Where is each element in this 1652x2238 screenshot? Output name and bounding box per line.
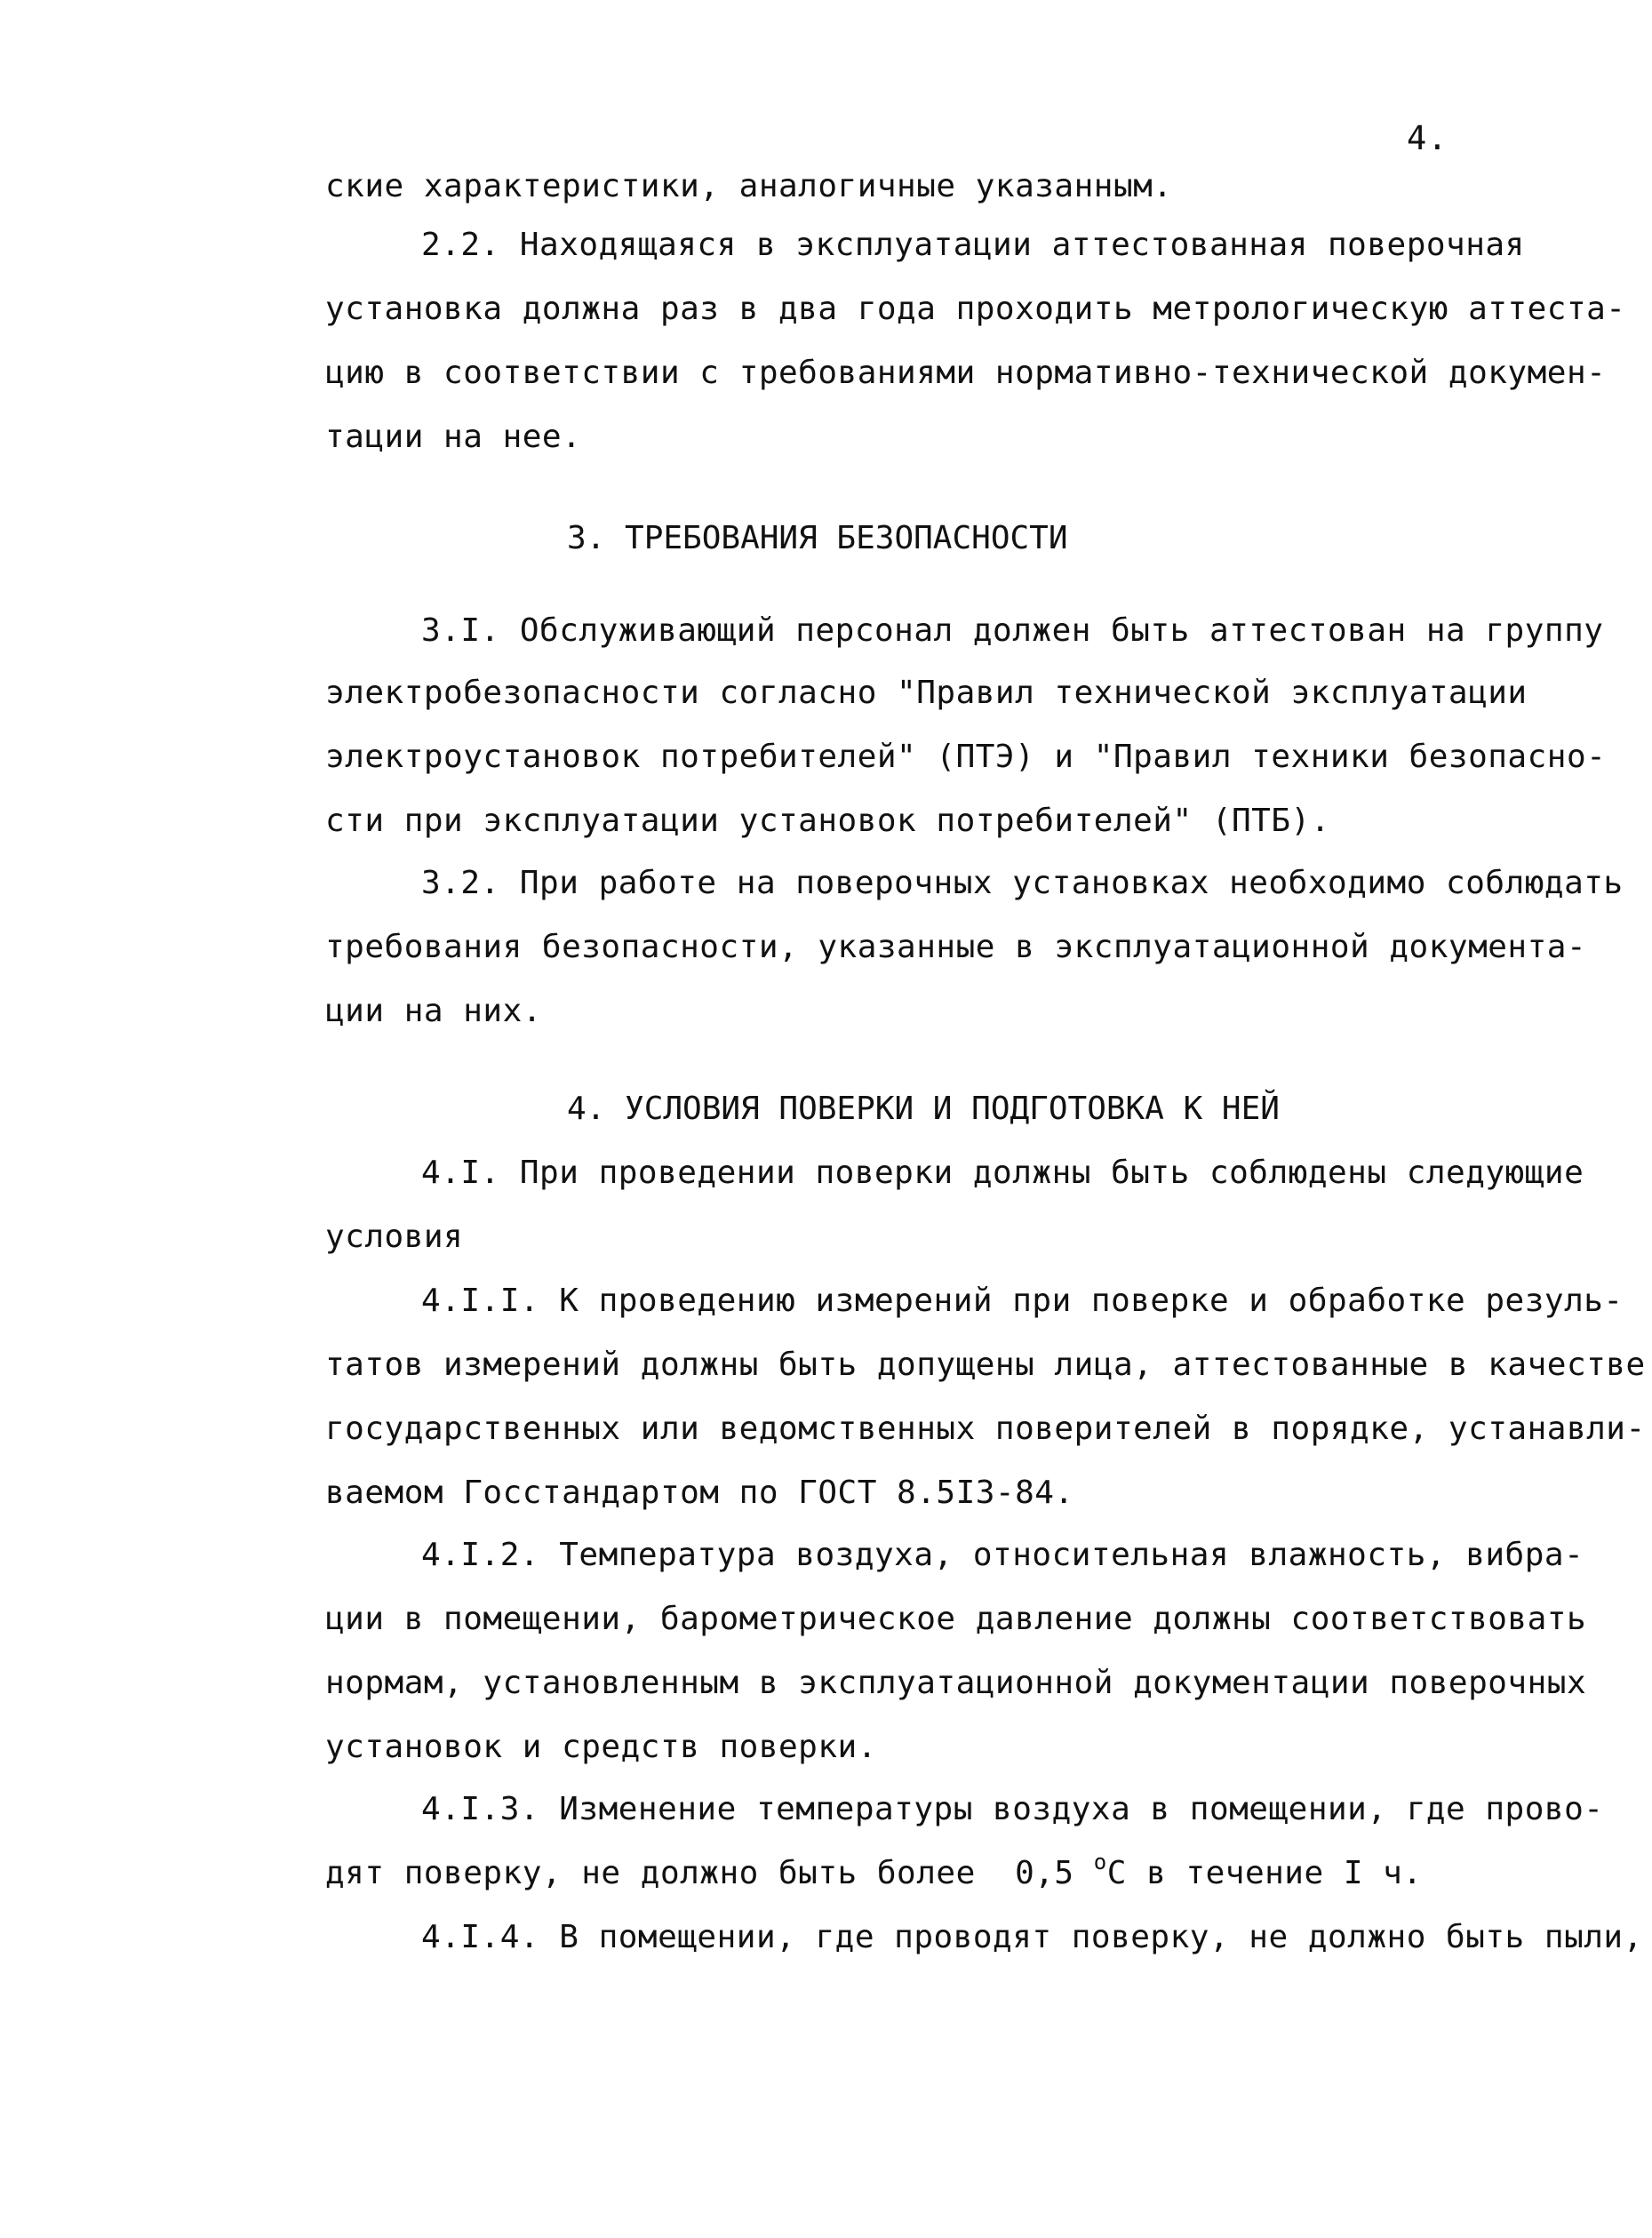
paragraph-4-1-2: 4.I.2. Температура воздуха, относительная влажность, вибра-: [421, 1537, 1584, 1573]
text-line: электроустановок потребителей" (ПТЭ) и "Правил техники безопасно-: [325, 739, 1607, 775]
paragraph-4-1-1: 4.I.I. К проведению измерений при поверке и обработке резуль-: [421, 1283, 1624, 1319]
page-number: 4.: [1407, 119, 1448, 157]
paragraph-3-2: 3.2. При работе на поверочных установках необходимо соблюдать: [421, 865, 1624, 901]
text-line: государственных или ведомственных поверителей в порядке, устанавли-: [325, 1411, 1646, 1447]
text-line: установка должна раз в два года проходить метрологическую аттеста-: [325, 291, 1626, 327]
paragraph-2-2: 2.2. Находящаяся в эксплуатации аттестованная поверочная: [421, 227, 1525, 263]
section-heading-3: 3. ТРЕБОВАНИЯ БЕЗОПАСНОСТИ: [567, 520, 1068, 556]
paragraph-3-1: 3.I. Обслуживающий персонал должен быть аттестован на группу: [421, 612, 1604, 649]
text-line: ции на них.: [325, 993, 542, 1029]
text-line: условия: [325, 1219, 464, 1255]
degree-superscript: о: [1093, 1850, 1107, 1874]
text-line: татов измерений должны быть допущены лица, аттестованные в качестве: [325, 1347, 1646, 1383]
text-line: электробезопасности согласно "Правил технической эксплуатации: [325, 675, 1528, 711]
text-line: требования безопасности, указанные в эксплуатационной документа-: [325, 929, 1587, 965]
text-line: ваемом Госстандартом по ГОСТ 8.5I3-84.: [325, 1475, 1074, 1511]
text-line: цию в соответствии с требованиями нормативно-технической докумен-: [325, 355, 1607, 391]
text-line: ции в помещении, барометрическое давление должны соответствовать: [325, 1601, 1587, 1637]
text-fragment: дят поверку, не должно быть более 0,5: [325, 1855, 1094, 1891]
text-line: сти при эксплуатации установок потребителей" (ПТБ).: [325, 803, 1330, 839]
paragraph-4-1-4: 4.I.4. В помещении, где проводят поверку, не должно быть пыли,: [421, 1919, 1643, 1955]
text-line-with-degree: [325, 1850, 1423, 1896]
text-line: установок и средств поверки.: [325, 1729, 877, 1765]
text-line: ские характеристики, аналогичные указанным.: [325, 168, 1173, 204]
text-fragment: С в течение I ч.: [1106, 1855, 1423, 1891]
text-line: нормам, установленным в эксплуатационной документации поверочных: [325, 1665, 1587, 1701]
text-line: тации на нее.: [325, 419, 582, 455]
paragraph-4-1-3: 4.I.3. Изменение температуры воздуха в помещении, где прово-: [421, 1791, 1604, 1827]
section-heading-4: 4. УСЛОВИЯ ПОВЕРКИ И ПОДГОТОВКА К НЕЙ: [567, 1091, 1280, 1127]
paragraph-4-1: 4.I. При проведении поверки должны быть соблюдены следующие: [421, 1155, 1584, 1191]
